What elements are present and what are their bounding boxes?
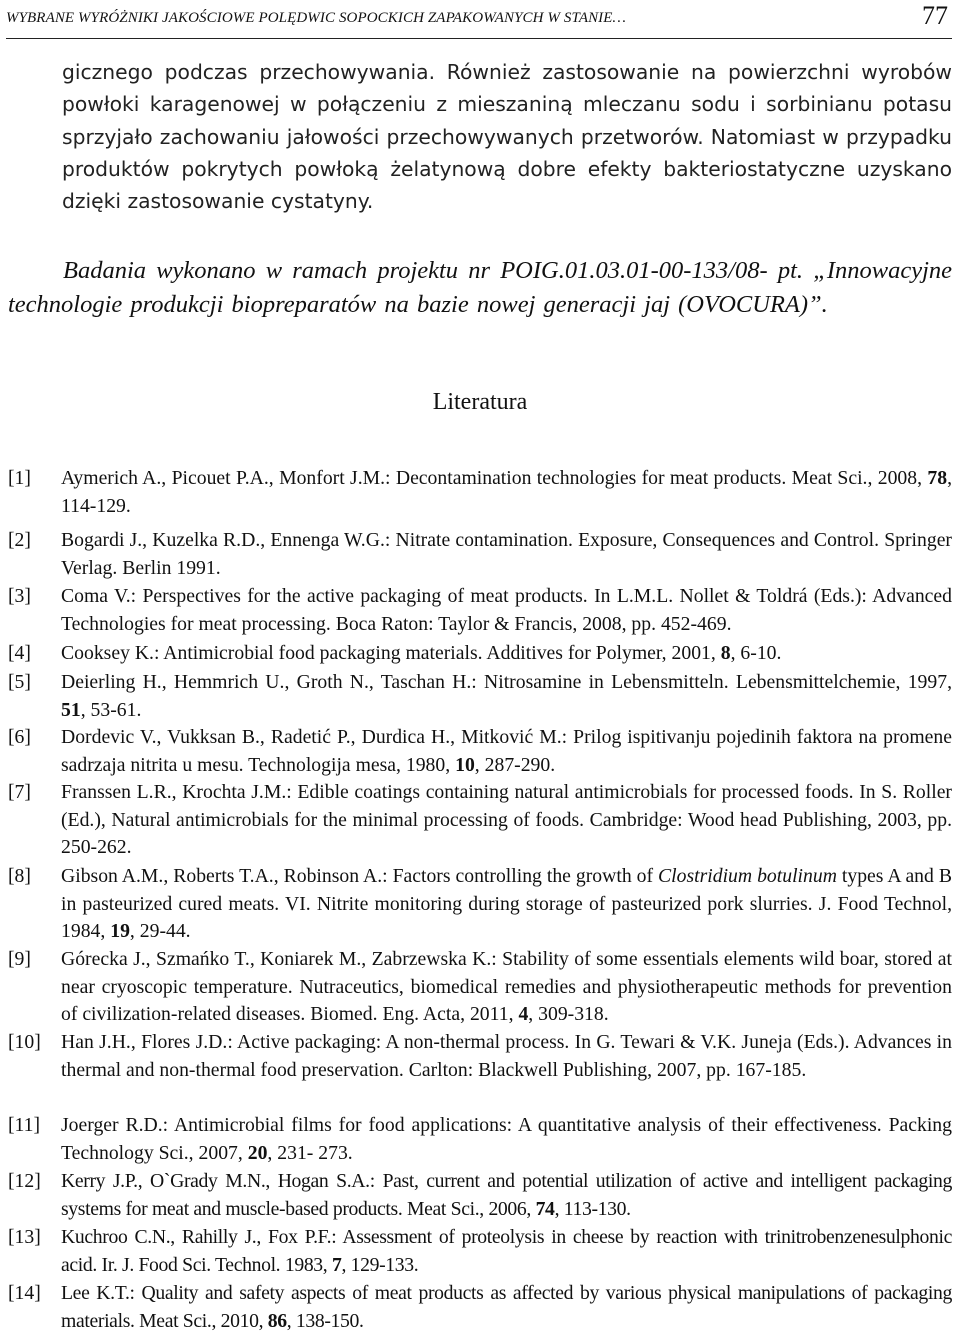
reference-text: Cooksey K.: Antimicrobial food packaging materials. Additives for Polymer, 2001, 8, 6-10. <box>61 642 782 664</box>
reference-number: [5] <box>8 671 31 693</box>
reference-text: Gibson A.M., Roberts T.A., Robinson A.: Factors controlling the growth of Clostridium botulinum types A and B in pasteurized cured meats. VI. Nitrite monitoring during storage of pasteurized pork slurries. J. Food Technol, 1984, 19, 29-44. <box>61 865 952 943</box>
reference-item <box>8 1112 952 1167</box>
reference-text: Kerry J.P., O`Grady M.N., Hogan S.A.: Past, current and potential utilization of active and intelligent packaging systems for meat and muscle-based products. Meat Sci., 2006, 74, 113-130. <box>61 1170 952 1220</box>
reference-number: [7] <box>8 781 31 803</box>
reference-item <box>8 863 952 946</box>
reference-volume: 78 <box>927 467 948 489</box>
reference-volume: 7 <box>331 1253 342 1276</box>
reference-text: Górecka J., Szmańko T., Koniarek M., Zabrzewska K.: Stability of some essentials elements wild boar, stored at near cryoscopic temperature. Nutraceutics, biomedical remedies and physiotherapeutic methods for prevention of civilization-related diseases. Biomed. Eng. Acta, 2011, 4, 309-318. <box>61 948 952 1026</box>
reference-item <box>8 527 952 582</box>
reference-text: Coma V.: Perspectives for the active packaging of meat products. In L.M.L. Nollet & Toldrá (Eds.): Advanced Technologies for meat processing. Boca Raton: Taylor & Francis, 2008, pp. 452-469. <box>61 585 952 635</box>
reference-text: Bogardi J., Kuzelka R.D., Ennenga W.G.: Nitrate contamination. Exposure, Consequences and Control. Springer Verlag. Berlin 1991. <box>61 529 952 579</box>
reference-item <box>8 465 952 520</box>
reference-number: [9] <box>8 948 31 970</box>
reference-number: [1] <box>8 467 31 489</box>
reference-item <box>8 779 952 862</box>
running-title: WYBRANE WYRÓŻNIKI JAKOŚCIOWE POLĘDWIC SOPOCKICH ZAPAKOWANYCH W STANIE… <box>6 10 626 26</box>
reference-volume: 19 <box>110 920 130 943</box>
reference-text: Franssen L.R., Krochta J.M.: Edible coatings containing natural antimicrobials for processed foods. In S. Roller (Ed.), Natural antimicrobials for the minimal processing of foods. Cambridge: Wood head Publishing, 2003, pp. 250-262. <box>61 781 952 859</box>
reference-item <box>8 1029 952 1084</box>
species-name: Clostridium botulinum <box>658 865 837 887</box>
reference-item <box>8 946 952 1029</box>
reference-item <box>8 1280 952 1335</box>
reference-volume: 20 <box>247 1141 268 1164</box>
reference-number: [6] <box>8 726 31 748</box>
body-paragraph: gicznego podczas przechowywania. Również zastosowanie na powierzchni wyrobów powłoki karagenowej w połączeniu z mieszaniną mleczanu sodu i sorbinianu potasu sprzyjało zachowaniu jałowości przechowywanych przetworów. Natomiast w przypadku produktów pokrytych powłoką żelatynową dobre efekty bakteriostatyczne uzyskano dzięki zastosowanie cystatyny. <box>62 60 952 214</box>
reference-number: [11] <box>8 1114 41 1136</box>
reference-volume: 4 <box>518 1003 529 1026</box>
reference-volume: 51 <box>61 698 81 721</box>
reference-text: Han J.H., Flores J.D.: Active packaging: A non-thermal process. In G. Tewari & V.K. Juneja (Eds.). Advances in thermal and non-thermal food preservation. Carlton: Blackwell Publishing, 2007, pp. 167-185. <box>61 1031 952 1081</box>
reference-text: Aymerich A., Picouet P.A., Monfort J.M.: Decontamination technologies for meat products. Meat Sci., 2008, 78, 114-129. <box>61 467 952 517</box>
reference-item <box>8 724 952 779</box>
reference-number: [10] <box>8 1031 41 1053</box>
reference-number: [13] <box>8 1226 41 1248</box>
reference-number: [2] <box>8 529 31 551</box>
reference-item <box>8 1224 952 1279</box>
page-number: 77 <box>922 1 948 30</box>
running-header <box>6 2 952 39</box>
reference-number: [3] <box>8 585 31 607</box>
reference-volume: 86 <box>267 1309 287 1332</box>
reference-item <box>8 640 952 668</box>
acknowledgement: Badania wykonano w ramach projektu nr POIG.01.03.01-00-133/08- pt. „Innowacyjne technologie produkcji biopreparatów na bazie nowej generacji jaj (OVOCURA)”. <box>8 257 952 318</box>
reference-volume: 10 <box>455 753 475 776</box>
reference-item <box>8 1168 952 1223</box>
section-title: Literatura <box>432 389 528 415</box>
reference-number: [12] <box>8 1170 41 1192</box>
reference-item <box>8 669 952 724</box>
reference-text: Joerger R.D.: Antimicrobial films for food applications: A quantitative analysis of their effectiveness. Packing Technology Sci., 2007, 20, 231- 273. <box>61 1114 952 1164</box>
reference-volume: 74 <box>535 1197 555 1220</box>
reference-text: Dordevic V., Vukksan B., Radetić P., Durdica H., Mitković M.: Prilog ispitivanju pojedinih faktora na promene sadrzaja nitrita u mesu. Technologija mesa, 1980, 10, 287-290. <box>61 726 952 776</box>
reference-volume: 8 <box>720 642 731 664</box>
reference-number: [4] <box>8 642 31 664</box>
reference-text: Lee K.T.: Quality and safety aspects of meat products as affected by various physical manipulations of packaging materials. Meat Sci., 2010, 86, 138-150. <box>61 1282 952 1332</box>
reference-number: [14] <box>8 1282 41 1304</box>
reference-text: Deierling H., Hemmrich U., Groth N., Taschan H.: Nitrosamine in Lebensmitteln. Lebensmittelchemie, 1997, 51, 53-61. <box>61 671 952 721</box>
reference-text: Kuchroo C.N., Rahilly J., Fox P.F.: Assessment of proteolysis in cheese by reaction with trinitrobenzenesulphonic acid. Ir. J. Food Sci. Technol. 1983, 7, 129-133. <box>61 1226 952 1276</box>
reference-item <box>8 583 952 638</box>
reference-number: [8] <box>8 865 31 887</box>
